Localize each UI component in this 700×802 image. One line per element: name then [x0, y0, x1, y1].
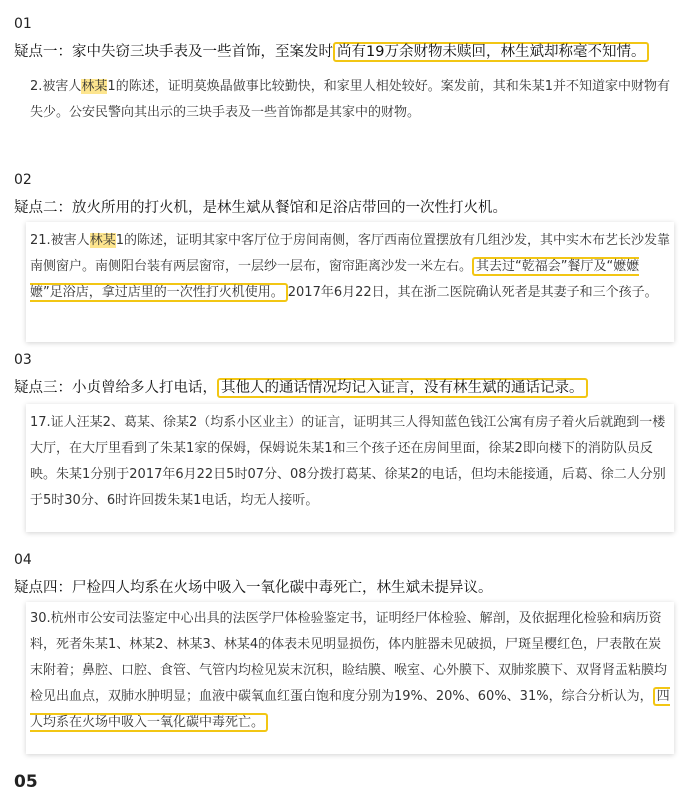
section-number: 04 — [14, 552, 32, 568]
quote-text: 1的陈述，证明莫焕晶做事比较勤快，和家里人相处较好。案发前，其和朱某1并不知道家中财物有失少。公安民警向其出示的三块手表及一些首饰都是其家中的财物。 — [30, 79, 670, 120]
doubt-highlight: 其他人的通话情况均记入证言，没有林生斌的通话记录。 — [217, 378, 588, 398]
quote-paragraph: 17.证人汪某2、葛某、徐某2（均系小区业主）的证言，证明其三人得知蓝色钱江公寓有房子着火后就跑到一楼大厅，在大厅里看到了朱某1家的保姆，保姆说朱某1和三个孩子还在房间里面，徐某2即向楼下的消防队员反映。朱某1分别于2017年6月22日5时07分、08分拨打葛某、徐某2的电话，但均未能接通，后葛、徐二人分别于5时30分、6时许回拨朱某1电话，均无人接听。 — [30, 415, 666, 508]
quote-paragraph — [30, 74, 670, 126]
section-number: 05 — [14, 772, 38, 792]
section-number: 02 — [14, 172, 32, 188]
quote-highlight: 其去过“乾福会”餐厅及“嬷嬷嬷”足浴店，拿过店里的一次性打火机使用。 — [30, 259, 640, 300]
quote-text: 2.被害人 — [30, 79, 82, 94]
quote-paragraph — [30, 606, 670, 736]
doubt-lead: 疑点三：小贞曾给多人打电话， — [14, 380, 217, 396]
doubt-heading: 疑点四：尸检四人均系在火场中吸入一氧化碳中毒死亡，林生斌未提异议。 — [14, 580, 493, 596]
doubt-heading — [14, 40, 649, 61]
quote-text: 21.被害人 — [30, 233, 90, 248]
name-highlight: 林某 — [81, 79, 108, 94]
quote-text: 30.杭州市公安司法鉴定中心出具的法医学尸体检验鉴定书，证明经尸体检验、解剖，及依据理化检验和病历资料，死者朱某1、林某2、林某3、林某4的体表未见明显损伤，体内脏器未见破损，尸斑呈樱红色，尸表散在炭末附着；鼻腔、口腔、食管、气管内均检见炭末沉积，睑结膜、喉室、心外膜下、双肺浆膜下、双肾肾盂粘膜均检见出血点，双肺水肿明显；血液中碳氧血红蛋白饱和度分别为19%、20%、60%、31%，综合分析认为， — [30, 611, 668, 704]
doubt-lead: 疑点一：家中失窃三块手表及一些首饰，至案发时 — [14, 44, 333, 60]
doubt-heading: 疑点二：放火所用的打火机，是林生斌从餐馆和足浴店带回的一次性打火机。 — [14, 200, 507, 216]
doubt-highlight: 尚有19万余财物未赎回，林生斌却称毫不知情。 — [333, 42, 649, 62]
doubt-heading — [14, 376, 588, 397]
quote-text: 1的陈述，证明其家中客厅位于房间南侧，客厅西南位置摆放有几组沙发，其中实木布艺长沙发靠南侧窗户。南侧阳台装有两层窗帘，一层纱一层布，窗帘距离沙发一米左右。 — [30, 233, 670, 274]
quote-paragraph — [30, 228, 670, 306]
name-highlight: 林某 — [89, 233, 116, 248]
quote-highlight: 四人均系在火场中吸入一氧化碳中毒死亡。 — [30, 689, 670, 730]
quote-text: 2017年6月22日，其在浙二医院确认死者是其妻子和三个孩子。 — [287, 285, 658, 300]
section-number: 03 — [14, 352, 32, 368]
section-number: 01 — [14, 16, 32, 32]
